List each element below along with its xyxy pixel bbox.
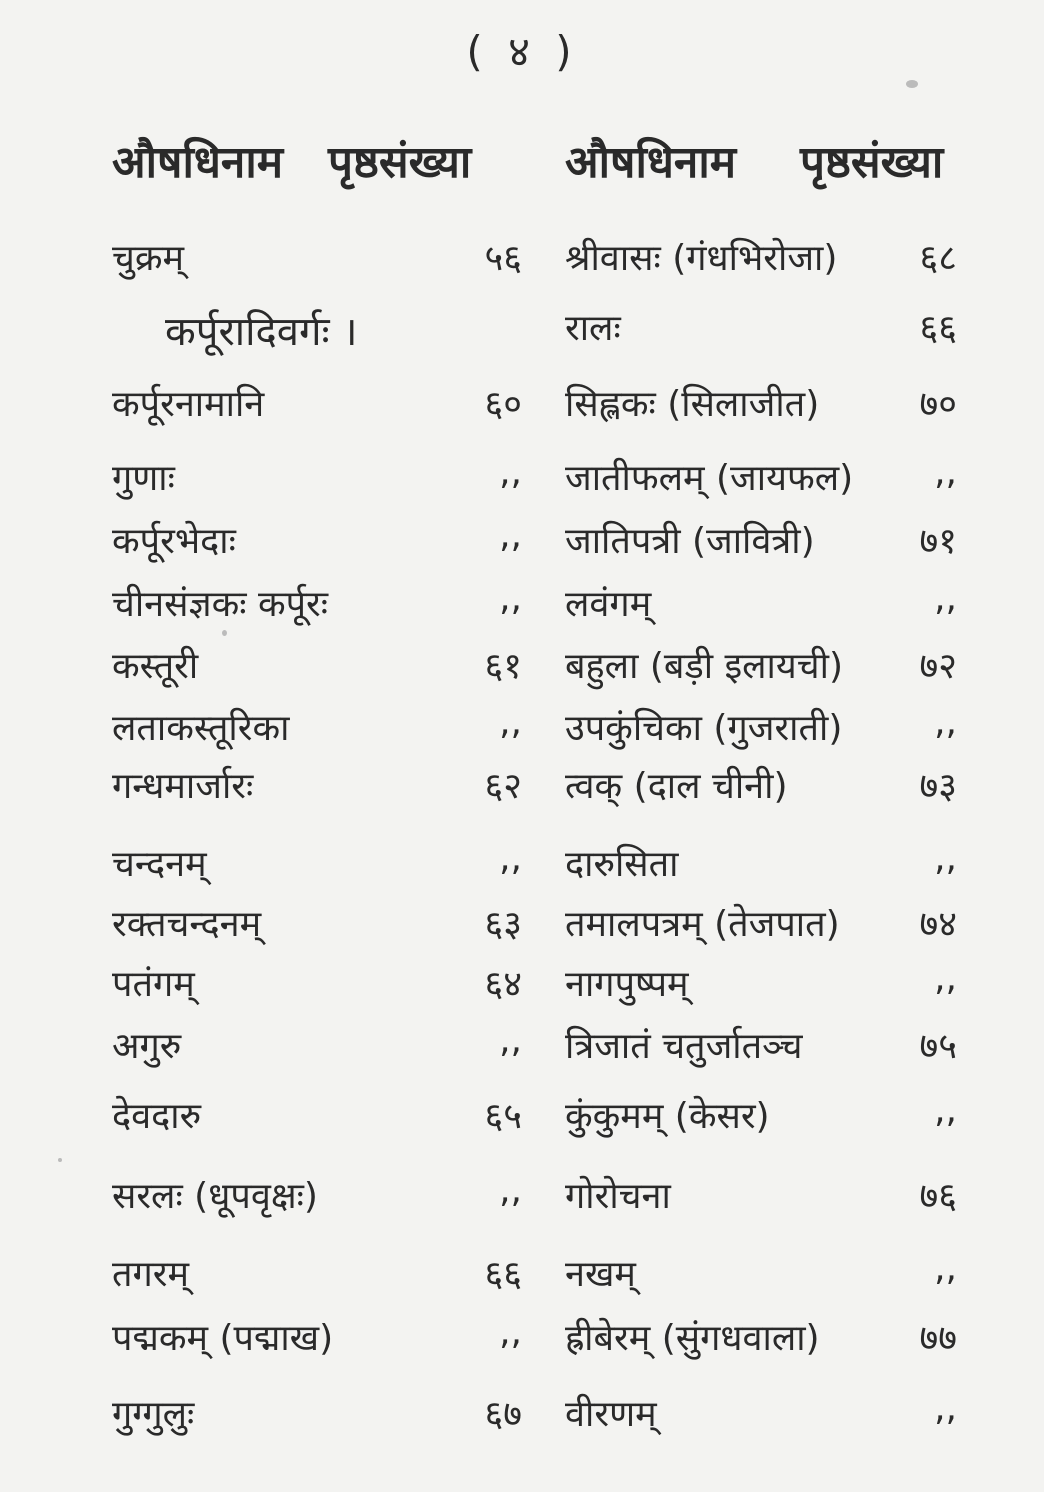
left-page-number: ,, (499, 515, 522, 556)
left-page-number: ६० (484, 384, 522, 425)
right-medicine-name: सिह्लकः (सिलाजीत) (565, 384, 820, 425)
right-medicine-name: लवंगम् (565, 584, 652, 625)
left-medicine-name: कर्पूरनामानि (112, 384, 265, 425)
page-number: ( ४ ) (466, 27, 578, 76)
left-medicine-name: कर्पूरभेदाः (112, 521, 236, 562)
right-page-number: ,, (934, 1388, 957, 1429)
right-page-number: ७४ (919, 904, 957, 945)
header-col1-name: औषधिनाम (112, 137, 284, 188)
left-page-number: ५६ (484, 238, 522, 279)
header-col2-name: औषधिनाम (565, 137, 737, 188)
left-medicine-name: रक्तचन्दनम् (112, 904, 262, 945)
left-medicine-name: तगरम् (112, 1254, 190, 1295)
right-page-number: ,, (934, 1090, 957, 1131)
left-page-number: ,, (499, 838, 522, 879)
left-medicine-name: गुग्गुलुः (112, 1394, 195, 1435)
left-medicine-name: देवदारु (112, 1096, 202, 1137)
right-medicine-name: कुंकुमम् (केसर) (565, 1096, 770, 1137)
left-medicine-name: कस्तूरी (112, 646, 199, 687)
right-medicine-name: श्रीवासः (गंधभिरोजा) (565, 238, 838, 279)
right-medicine-name: नखम् (565, 1254, 636, 1295)
left-page-number: ६७ (484, 1394, 522, 1435)
left-medicine-name: चुक्रम् (112, 238, 185, 279)
scan-speck (222, 630, 227, 636)
header-col1-page: पृष्ठसंख्या (328, 137, 472, 188)
left-page-number: ,, (499, 1312, 522, 1353)
right-medicine-name: दारुसिता (565, 844, 679, 885)
left-page-number: ६२ (484, 766, 522, 807)
left-medicine-name: सरलः (धूपवृक्षः) (112, 1176, 318, 1217)
left-page-number: ६१ (484, 646, 522, 687)
left-page-number: ६५ (484, 1096, 522, 1137)
left-medicine-name: पद्मकम् (पद्माख) (112, 1318, 334, 1359)
right-medicine-name: वीरणम् (565, 1394, 657, 1435)
right-medicine-name: जातीफलम् (जायफल) (565, 458, 854, 499)
right-page-number: ,, (934, 958, 957, 999)
left-medicine-name: पतंगम् (112, 964, 195, 1005)
right-page-number: ७० (919, 384, 957, 425)
left-page-number: ६६ (484, 1254, 522, 1295)
left-page-number: ,, (499, 578, 522, 619)
right-page-number: ७१ (919, 521, 957, 562)
left-medicine-name: चन्दनम् (112, 844, 207, 885)
left-page-number: ,, (499, 452, 522, 493)
right-medicine-name: नागपुष्पम् (565, 964, 689, 1005)
left-medicine-name: अगुरु (112, 1026, 182, 1067)
right-page-number: ,, (934, 702, 957, 743)
right-page-number: ,, (934, 838, 957, 879)
right-medicine-name: उपकुंचिका (गुजराती) (565, 708, 843, 749)
right-medicine-name: ह्रीबेरम् (सुंगधवाला) (565, 1318, 820, 1359)
right-medicine-name: त्रिजातं चतुर्जातञ्च (565, 1026, 803, 1067)
right-page-number: ७५ (919, 1026, 957, 1067)
left-medicine-name: गुणाः (112, 458, 175, 499)
left-page-number: ६३ (484, 904, 522, 945)
right-medicine-name: त्वक् (दाल चीनी) (565, 766, 788, 807)
section-heading: कर्पूरादिवर्गः । (165, 309, 358, 355)
right-page-number: ७७ (919, 1318, 957, 1359)
left-page-number: ,, (499, 702, 522, 743)
left-medicine-name: चीनसंज्ञकः कर्पूरः (112, 584, 329, 625)
right-page-number: ,, (934, 1248, 957, 1289)
scan-speck (906, 80, 918, 88)
right-medicine-name: तमालपत्रम् (तेजपात) (565, 904, 840, 945)
scan-speck (58, 1158, 62, 1162)
right-medicine-name: रालः (565, 308, 621, 349)
header-col2-page: पृष्ठसंख्या (800, 137, 944, 188)
right-medicine-name: जातिपत्री (जावित्री) (565, 521, 815, 562)
right-page-number: ७२ (919, 646, 957, 687)
right-page-number: ७६ (919, 1176, 957, 1217)
right-medicine-name: गोरोचना (565, 1176, 671, 1217)
right-page-number: ६८ (919, 238, 957, 279)
left-page-number: ,, (499, 1170, 522, 1211)
right-page-number: ६६ (919, 308, 957, 349)
right-page-number: ,, (934, 452, 957, 493)
right-page-number: ७३ (919, 766, 957, 807)
left-page-number: ६४ (484, 964, 522, 1005)
left-medicine-name: लताकस्तूरिका (112, 708, 290, 749)
left-medicine-name: गन्धमार्जारः (112, 766, 254, 807)
right-page-number: ,, (934, 578, 957, 619)
right-medicine-name: बहुला (बड़ी इलायची) (565, 646, 843, 687)
left-page-number: ,, (499, 1020, 522, 1061)
